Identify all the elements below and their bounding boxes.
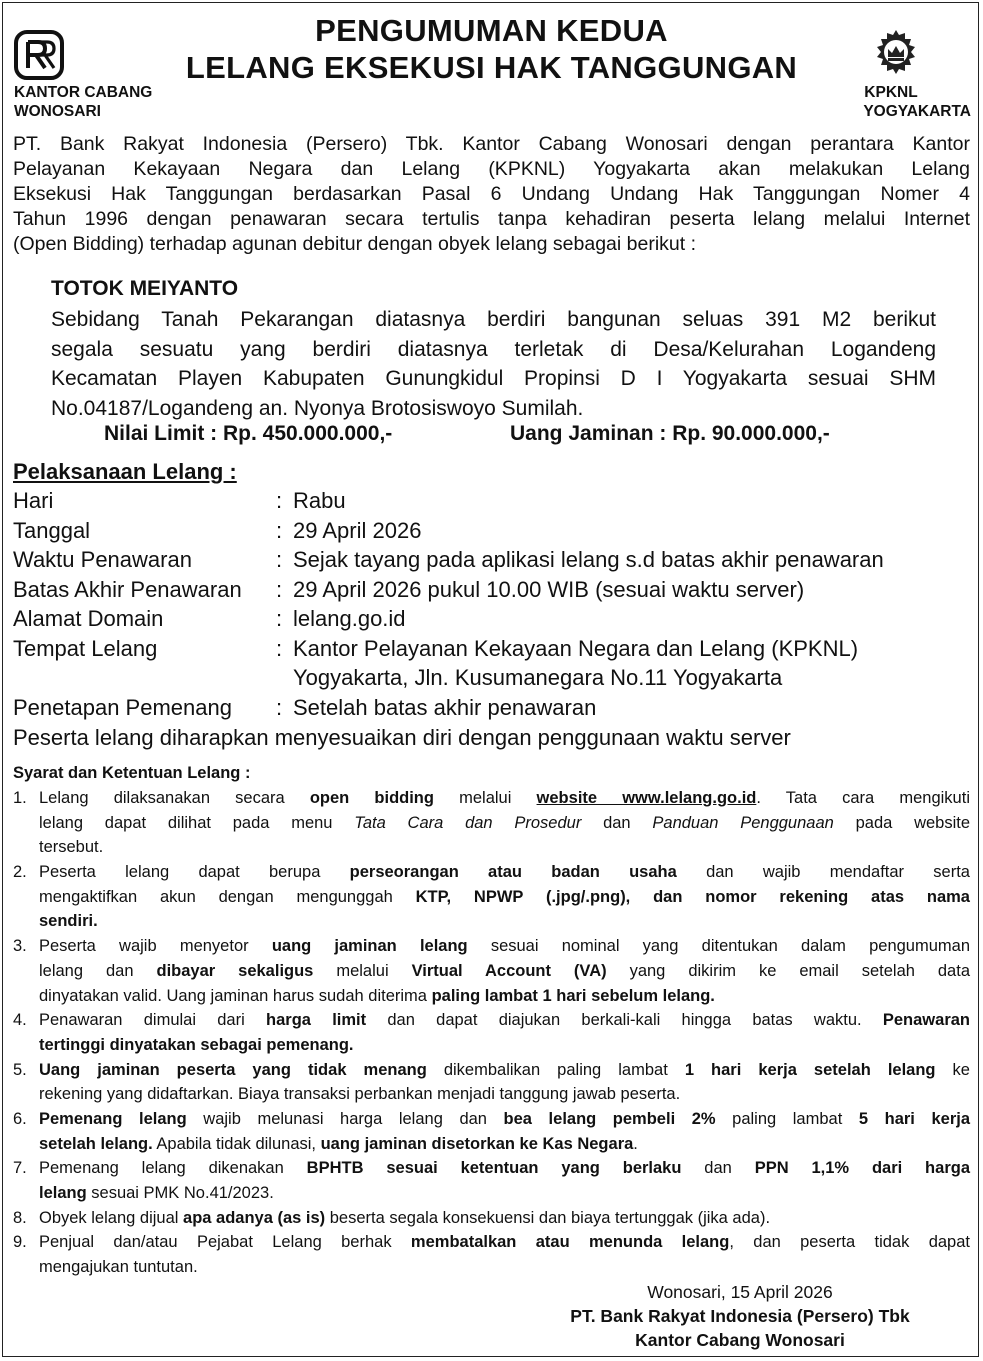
term-text: melalui [433, 789, 537, 807]
term-number: 9. [13, 1233, 27, 1252]
term-text: ke [935, 1060, 970, 1079]
term-text: Lelang dilaksanakan secara [39, 789, 310, 807]
schedule-value: Kantor Pelayanan Kekayaan Negara dan Lelang (KPKNL) [293, 635, 859, 661]
term-line [39, 1082, 970, 1107]
object-line: segala sesuatu yang berdiri diatasnya terletak di Desa/Kelurahan Logandeng [51, 337, 936, 361]
term-line [39, 1107, 970, 1132]
schedule-colon: : [276, 517, 283, 543]
term-text: bea lelang pembeli 2% [503, 1109, 716, 1128]
term-text: melalui [313, 961, 412, 980]
term-text: tersebut. [39, 838, 104, 857]
term-text: harga limit [266, 1011, 367, 1030]
term-number: 7. [13, 1159, 27, 1178]
term-text: Penawaran [882, 1011, 970, 1030]
schedule-note: Peserta lelang diharapkan menyesuaikan diri dengan penggunaan waktu server [13, 725, 791, 750]
term-line [39, 1255, 970, 1280]
term-text: Tata Cara dan Prosedur [354, 813, 582, 832]
term-item [13, 934, 970, 1008]
term-text: pada website [833, 813, 971, 832]
term-text: . [633, 1134, 638, 1153]
term-text: sesuai nominal yang ditentukan dalam pengumuman [467, 937, 971, 956]
schedule-label: Tempat Lelang [13, 635, 158, 661]
term-item [13, 1107, 970, 1156]
schedule-row [13, 547, 973, 577]
term-text: dan [681, 1159, 755, 1178]
schedule-value: lelang.go.id [293, 606, 406, 631]
term-text: KTP, NPWP (.jpg/.png), dan nomor rekening atas nama [415, 887, 970, 906]
term-text: tertinggi dinyatakan sebagai pemenang. [39, 1035, 354, 1054]
term-text: Penawaran dimulai dari [39, 1011, 267, 1030]
term-text: Virtual Account (VA) [411, 961, 607, 980]
deposit-value: Uang Jaminan : Rp. 90.000.000,- [510, 422, 830, 445]
schedule-row [13, 695, 973, 725]
term-line [39, 984, 970, 1009]
term-text: uang jaminan disetorkan ke Kas Negara [320, 1134, 634, 1153]
term-number: 6. [13, 1109, 27, 1128]
schedule-colon: : [276, 606, 283, 631]
term-text: Apabila tidak dilunasi, [152, 1134, 321, 1153]
term-text: yang dikirim ke email setelah data [606, 961, 970, 980]
term-number: 1. [13, 789, 27, 807]
term-text: dinyatakan valid. Uang jaminan harus sudah diterima [39, 986, 432, 1005]
term-text: Pemenang lelang dikenakan [39, 1159, 307, 1178]
term-text: perseorangan atau badan usaha [349, 863, 677, 882]
schedule-row [13, 488, 973, 518]
term-text: uang jaminan lelang [271, 937, 468, 956]
intro-paragraph [13, 132, 970, 257]
terms-list [13, 786, 970, 1280]
object-line: Kecamatan Playen Kabupaten Gunungkidul Propinsi D I Yogyakarta sesuai SHM [51, 367, 936, 390]
term-text: dan wajib mendaftar serta [676, 863, 970, 882]
term-line [39, 835, 970, 860]
term-text: Pemenang lelang [39, 1109, 187, 1128]
object-line: No.04187/Logandeng an. Nyonya Brotosiswoyo Sumilah. [51, 396, 584, 420]
term-text: 5 hari kerja [858, 1109, 970, 1128]
term-text: paling lambat 1 hari sebelum lelang. [431, 986, 715, 1005]
term-text: membatalkan atau menunda lelang [410, 1233, 730, 1252]
schedule-value: 29 April 2026 [293, 517, 422, 543]
term-text: lelang dapat dilihat pada menu [39, 813, 355, 832]
intro-line: PT. Bank Rakyat Indonesia (Persero) Tbk. Kantor Cabang Wonosari dengan perantara Kantor [13, 133, 970, 155]
term-number: 3. [13, 937, 27, 956]
term-text: Penjual dan/atau Pejabat Lelang berhak [39, 1233, 411, 1252]
term-line [39, 909, 970, 934]
term-text: dibayar sekaligus [156, 961, 314, 980]
term-text: Obyek lelang dijual [39, 1208, 184, 1227]
term-link-text[interactable]: website www.lelang.go.id [536, 789, 757, 807]
term-text: sendiri. [39, 912, 98, 931]
schedule-label: Waktu Penawaran [13, 547, 192, 572]
schedule-row [13, 518, 973, 548]
term-text: 1 hari kerja setelah lelang [684, 1060, 936, 1079]
object-line: Sebidang Tanah Pekarangan diatasnya berdiri bangunan seluas 391 M2 berikut [51, 308, 936, 331]
schedule-row [13, 606, 973, 636]
term-line [39, 786, 970, 811]
term-line [39, 860, 970, 885]
schedule-colon: : [276, 694, 283, 720]
term-line [39, 934, 970, 959]
schedule-colon: : [276, 547, 283, 572]
term-number: 2. [13, 863, 27, 882]
schedule-label: Tanggal [13, 517, 91, 543]
terms-heading: Syarat dan Ketentuan Lelang : [13, 764, 251, 782]
term-text: dan [581, 813, 653, 832]
schedule-label: Batas Akhir Penawaran [13, 576, 242, 602]
term-item [13, 1156, 970, 1205]
signature-company: PT. Bank Rakyat Indonesia (Persero) Tbk [570, 1306, 910, 1326]
term-item [13, 1008, 970, 1057]
right-org-line1: KPKNL [864, 84, 918, 101]
term-item [13, 786, 970, 860]
intro-line: Pelayanan Kekayaan Negara dan Lelang (KPKNL) Yogyakarta akan melakukan Lelang [13, 158, 970, 180]
term-number: 8. [13, 1208, 27, 1227]
schedule-value: 29 April 2026 pukul 10.00 WIB (sesuai waktu server) [293, 576, 805, 602]
schedule-label: Penetapan Pemenang [13, 694, 232, 720]
term-line [39, 1156, 970, 1181]
schedule-heading: Pelaksanaan Lelang : [13, 459, 237, 484]
term-item [13, 860, 970, 934]
schedule-value: Yogyakarta, Jln. Kusumanegara No.11 Yogyakarta [293, 665, 783, 690]
term-text: dikembalikan paling lambat [426, 1060, 685, 1079]
term-text: mengajukan tuntutan. [39, 1258, 198, 1277]
term-text: dan dapat diajukan berkali-kali hingga batas waktu. [366, 1011, 883, 1030]
schedule-colon: : [276, 576, 283, 602]
right-org-line2: YOGYAKARTA [863, 103, 971, 120]
term-text: sesuai PMK No.41/2023. [86, 1184, 274, 1202]
term-text: Peserta lelang dapat berupa [39, 863, 350, 882]
left-org-line1: KANTOR CABANG [14, 84, 153, 101]
term-line [39, 1206, 970, 1231]
term-text: wajib melunasi harga lelang dan [186, 1109, 504, 1128]
schedule-value: Rabu [293, 488, 346, 513]
schedule-colon: : [276, 635, 283, 661]
term-text: lelang [39, 1184, 87, 1202]
object-description [51, 305, 936, 423]
title-line1: PENGUMUMAN KEDUA [315, 13, 668, 48]
term-number: 4. [13, 1011, 27, 1030]
term-text: apa adanya (as is) [183, 1208, 326, 1227]
intro-line: Eksekusi Hak Tanggungan berdasarkan Pasal 6 Undang Undang Hak Tanggungan Nomer 4 [13, 183, 970, 205]
term-line [39, 1181, 970, 1206]
schedule-label: Hari [13, 488, 54, 513]
schedule-colon: : [276, 488, 283, 513]
term-text: paling lambat [715, 1109, 859, 1128]
left-org-line2: WONOSARI [14, 103, 101, 120]
schedule-value: Setelah batas akhir penawaran [293, 694, 597, 720]
term-line [39, 1058, 970, 1083]
term-line [39, 1008, 970, 1033]
term-number: 5. [13, 1060, 27, 1079]
term-text: . Tata cara mengikuti [756, 789, 970, 807]
term-line [39, 1132, 970, 1157]
term-item [13, 1058, 970, 1107]
title-line2: LELANG EKSEKUSI HAK TANGGUNGAN [185, 50, 798, 85]
term-line [39, 885, 970, 910]
term-text: BPHTB sesuai ketentuan yang berlaku [306, 1159, 682, 1178]
term-text: PPN 1,1% dari harga [754, 1159, 970, 1178]
schedule-row [13, 577, 973, 607]
term-text: Panduan Penggunaan [652, 813, 834, 832]
term-line [39, 959, 970, 984]
term-item [13, 1206, 970, 1231]
debtor-name: TOTOK MEIYANTO [51, 277, 239, 300]
term-text: , dan peserta tidak dapat [729, 1233, 970, 1252]
term-text: open bidding [309, 789, 434, 807]
term-line [39, 1033, 970, 1058]
intro-line: (Open Bidding) terhadap agunan debitur dengan obyek lelang sebagai berikut : [13, 233, 696, 255]
term-line [39, 811, 970, 836]
schedule-row [13, 636, 973, 666]
term-text: beserta segala konsekuensi dan biaya tertunggak (jika ada). [325, 1208, 771, 1227]
term-text: setelah lelang. [39, 1134, 153, 1153]
signature-place-date: Wonosari, 15 April 2026 [647, 1282, 833, 1302]
term-line [39, 1230, 970, 1255]
term-text: mengaktifkan akun dengan mengunggah [39, 887, 416, 906]
term-text: lelang dan [39, 961, 157, 980]
schedule-label: Alamat Domain [13, 606, 164, 631]
signature-branch: Kantor Cabang Wonosari [635, 1330, 845, 1350]
term-text: Peserta wajib menyetor [39, 937, 272, 956]
term-text: rekening yang didaftarkan. Biaya transaksi perbankan menjadi tanggung jawab peserta. [39, 1085, 681, 1104]
limit-value: Nilai Limit : Rp. 450.000.000,- [104, 422, 393, 445]
term-item [13, 1230, 970, 1279]
intro-line: Tahun 1996 dengan penawaran secara tertulis tanpa kehadiran peserta lelang melalui Internet [13, 208, 970, 230]
term-text: Uang jaminan peserta yang tidak menang [39, 1060, 427, 1079]
schedule-value: Sejak tayang pada aplikasi lelang s.d batas akhir penawaran [293, 547, 884, 572]
